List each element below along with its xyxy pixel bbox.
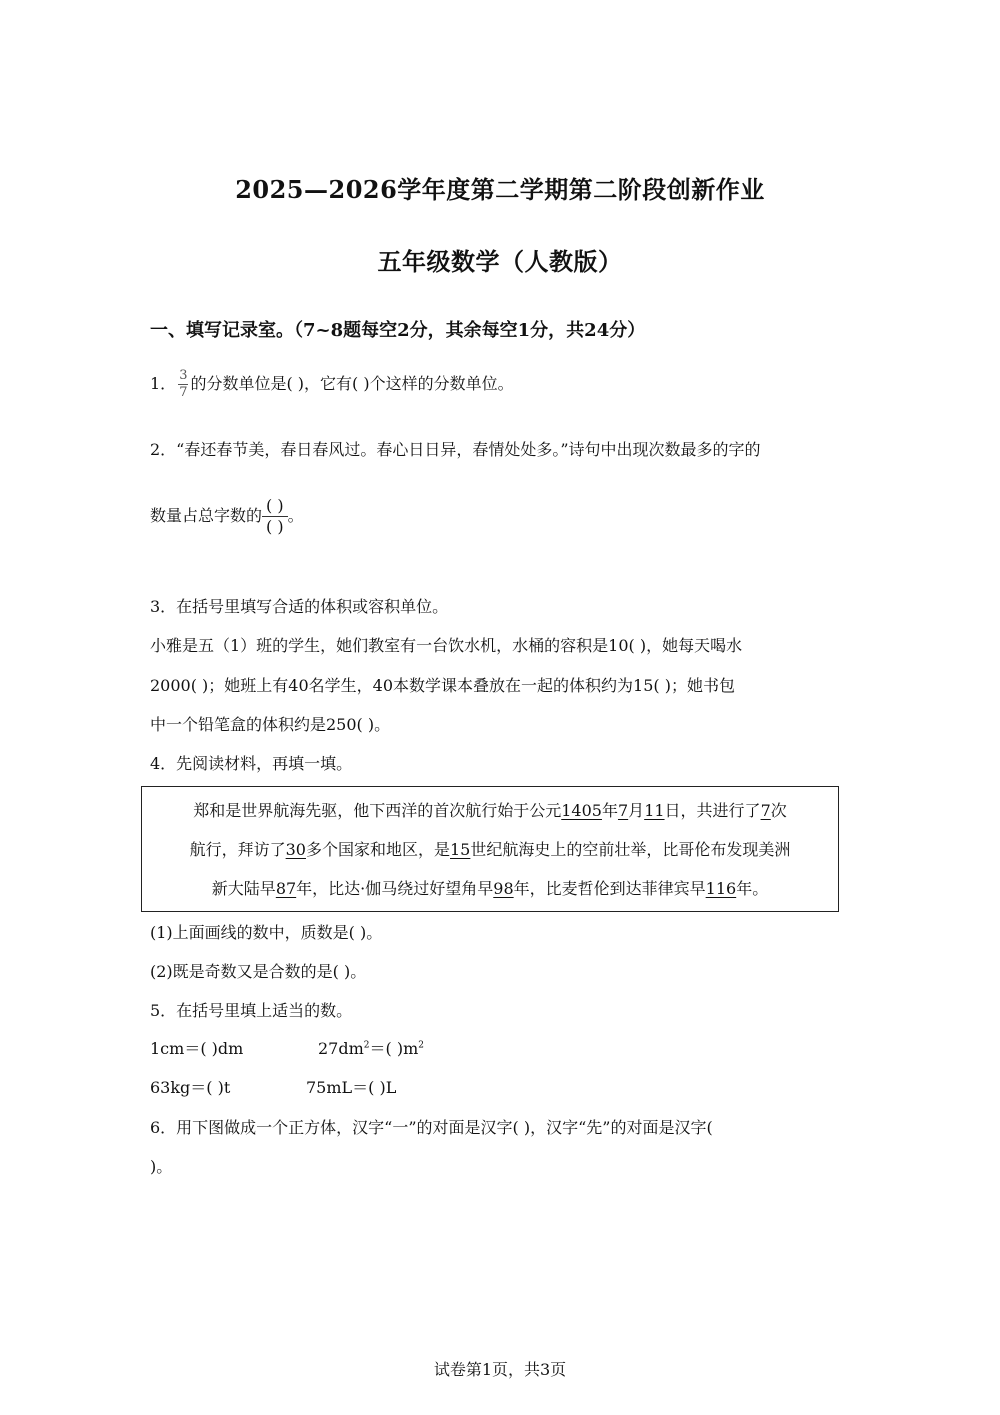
page-title: 2025—2026学年度第二学期第二阶段创新作业 — [235, 175, 765, 204]
question-2-line1: 2．“春还春节美，春日春风过。春心日日异，春情处处多。”诗句中出现次数最多的字的 — [150, 440, 761, 459]
question-3-line: 小雅是五（1）班的学生，她们教室有一台饮水机，水桶的容积是10( )，她每天喝水 — [150, 636, 743, 655]
reading-material-line: 新大陆早87年，比达·伽马绕过好望角早98年，比麦哲伦到达菲律宾早116年。 — [211, 879, 769, 898]
answer-fraction[interactable]: $\frac{( )}{( )}$ — [262, 496, 288, 537]
fraction: $\frac{3}{7}$ — [179, 368, 188, 400]
question-2-line2: 数量占总字数的 $\frac{( )}{( )}$ 。 — [150, 496, 304, 536]
question-4-sub1: (1)上面画线的数中，质数是( )。 — [150, 923, 383, 942]
question-4-sub2: (2)既是奇数又是合数的是( )。 — [150, 962, 367, 981]
section-heading: 一、填写记录室。（7~8题每空2分，其余每空1分，共24分） — [150, 320, 646, 341]
question-4-title: 4．先阅读材料，再填一填。 — [150, 754, 353, 773]
question-text: 的分数单位是( )，它有( )个这样的分数单位。 — [190, 374, 514, 393]
question-1 — [150, 368, 514, 401]
reading-material-line: 航行，拜访了30多个国家和地区，是15世纪航海史上的空前壮举，比哥伦布发现美洲 — [189, 840, 791, 859]
question-3-title: 3．在括号里填写合适的体积或容积单位。 — [150, 597, 449, 616]
reading-material-line: 郑和是世界航海先驱，他下西洋的首次航行始于公元1405年7月11日，共进行了7次 — [193, 801, 787, 820]
question-number: 1． — [150, 374, 177, 393]
unit-conversion-b: $27dm^2=$( )$m^2$ — [318, 1039, 424, 1058]
question-6-line2: )。 — [150, 1157, 173, 1176]
question-5-title: 5．在括号里填上适当的数。 — [150, 1001, 353, 1020]
unit-conversion-a: 1cm＝( )dm — [150, 1039, 244, 1058]
question-3-line: 2000( )；她班上有40名学生，40本数学课本叠放在一起的体积约为15( )；她书包 — [150, 676, 735, 695]
page-footer: 试卷第1页，共3页 — [433, 1360, 567, 1379]
page-subtitle: 五年级数学（人教版） — [377, 247, 623, 276]
unit-conversion-c: 63kg＝( )t — [150, 1078, 231, 1097]
question-6-line1: 6．用下图做成一个正方体，汉字“一”的对面是汉字( )，汉字“先”的对面是汉字( — [150, 1118, 713, 1137]
question-3-line: 中一个铅笔盒的体积约是250( )。 — [150, 715, 391, 734]
unit-conversion-d: 75mL＝( )L — [306, 1078, 397, 1097]
